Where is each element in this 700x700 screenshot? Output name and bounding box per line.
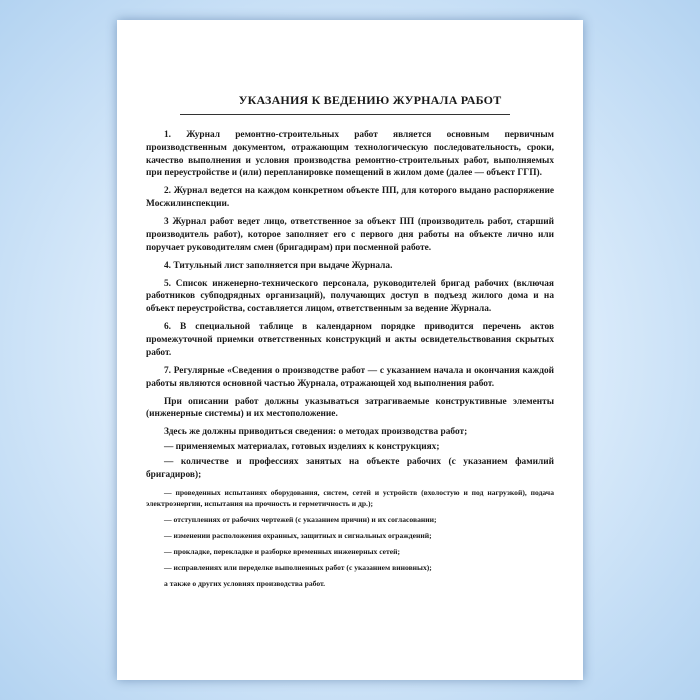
list-item-fences: — изменении расположения охранных, защитных и сигнальных ограждений; — [164, 530, 432, 540]
paragraph-7: 7. Регулярные «Сведения о производстве работ — с указанием начала и окончания каждой работы являются основной частью Журнала, отражающей ход выполнения работ. — [146, 365, 554, 389]
title-underline — [180, 114, 510, 115]
paragraph-info-intro: Здесь же должны приводиться сведения: о методах производства работ; — [164, 427, 468, 438]
list-item-tests: — проведенных испытаниях оборудования, систем, сетей и устройств (вхолостую и под нагрузкой), подача электроэнергии, испытания на прочность и герметичность и др.); — [146, 487, 554, 509]
list-item-corrections: — исправлениях или переделке выполненных работ (с указанием виновных); — [164, 562, 432, 572]
paragraph-3: 3 Журнал работ ведет лицо, ответственное за объект ПП (производитель работ, старший производитель работ), которое заполняет его с первого дня работы на объекте лично или поручает руководителям смен (бригадирам) при посменной работе. — [146, 217, 554, 253]
paragraph-5: 5. Список инженерно-технического персонала, руководителей бригад рабочих (включая работников субподрядных организаций), получающих доступ в подъезд жилого дома и на объект переустройства, составляется лицом, ответственным за ведение Журнала. — [146, 278, 554, 315]
paragraph-1: 1. Журнал ремонтно-строительных работ является основным первичным производственным документом, отражающим технологическую последовательность, сроки, качество выполнения и условия производства ремонтно-строительных работ, выполняемых при переустройстве и (или) перепланировке помещений в жилом доме (далее — объект ГГП). — [146, 130, 554, 179]
paragraph-6: 6. В специальной таблице в календарном порядке приводится перечень актов промежуточной приемки ответственных конструкций и акты освидетельствования скрытых работ. — [146, 322, 554, 358]
paragraph-4: 4. Титульный лист заполняется при выдаче Журнала. — [164, 260, 393, 271]
paragraph-2: 2. Журнал ведется на каждом конкретном объекте ПП, для которого выдано распоряжение Мосжилинспекции. — [146, 186, 554, 210]
list-item-other-conditions: а также о других условиях производства работ. — [164, 578, 326, 588]
document-page — [117, 20, 583, 680]
list-item-temp-networks: — прокладке, перекладке и разборке временных инженерных сетей; — [164, 546, 401, 556]
list-item-workers: — количестве и профессиях занятых на объекте рабочих (с указанием фамилий бригадиров); — [146, 456, 554, 480]
list-item-deviations: — отступлениях от рабочих чертежей (с указанием причин) и их согласовании; — [164, 515, 437, 525]
paragraph-work-description: При описании работ должны указываться затрагиваемые конструктивные элементы (инженерные системы) и их местоположение. — [146, 396, 554, 420]
page-title: УКАЗАНИЯ К ВЕДЕНИЮ ЖУРНАЛА РАБОТ — [238, 93, 502, 107]
list-item-materials: — применяемых материалах, готовых изделиях к конструкциях; — [164, 442, 440, 453]
